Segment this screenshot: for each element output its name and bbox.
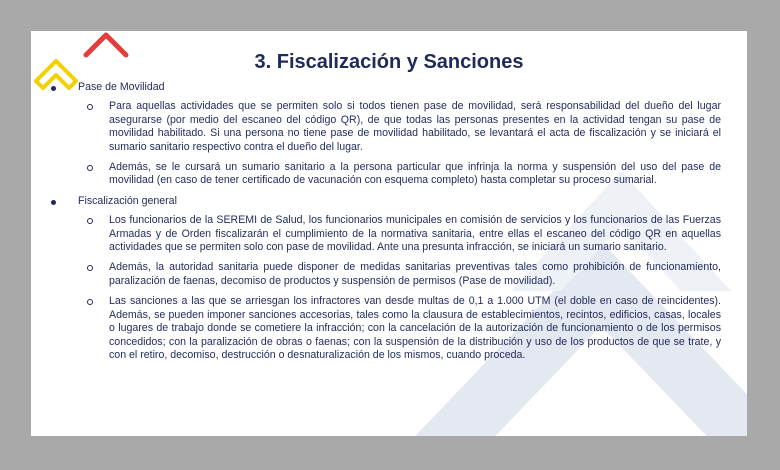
- list-item-text: Además, se le cursará un sumario sanitario a la persona particular que infrinja la norma y suspensión del uso del pase de movilidad (en caso de tener certificado de vacunación con esquema completo) hasta completar su proceso sumarial.: [109, 161, 721, 187]
- section-heading: [31, 81, 747, 94]
- list-item: [31, 100, 747, 154]
- slide: [31, 31, 747, 436]
- list-item-text: Además, la autoridad sanitaria puede disponer de medidas sanitarias preventivas tales como prohibición de funcionamiento, paralización de faenas, decomiso de productos y suspensión de permisos (Pase de movilidad).: [109, 261, 721, 287]
- list-item: [31, 214, 747, 254]
- list-item-text: Las sanciones a las que se arriesgan los infractores van desde multas de 0,1 a 1.000 UTM (el doble en caso de reincidentes). Además, se pueden imponer sanciones accesorias, tales como la clausura de establecimientos, recintos, edificios, casas, locales o lugares de trabajo donde se cometiere la infracción; con la cancelación de la autorización de funcionamiento o de los permisos concedidos; con la paralización de obras o faenas; con la suspensión de la distribución y uso de los productos de que se trate, y con el retiro, decomiso, destrucción o desnaturalización de los mismos, cuando proceda.: [109, 295, 721, 361]
- section-heading-label: Pase de Movilidad: [78, 81, 165, 93]
- section-heading: [31, 195, 747, 208]
- list-item: [31, 295, 747, 362]
- bullet-icon: [51, 200, 56, 205]
- list-item: [31, 261, 747, 288]
- bullet-icon: [51, 86, 56, 91]
- list-item-text: Los funcionarios de la SEREMI de Salud, los funcionarios municipales en comisión de servicios y los funcionarios de las Fuerzas Armadas y de Orden fiscalizarán el cumplimiento de la normativa sanitaria, entre ellas el escaneo del código QR en aquellas actividades que se permiten solo con pase de movilidad. Ante una presunta infracción, se iniciará un sumario sanitario.: [109, 214, 721, 254]
- circle-bullet-icon: [87, 104, 93, 110]
- list-item: [31, 161, 747, 188]
- circle-bullet-icon: [87, 265, 93, 271]
- circle-bullet-icon: [87, 299, 93, 305]
- content: [31, 81, 747, 369]
- circle-bullet-icon: [87, 165, 93, 171]
- circle-bullet-icon: [87, 218, 93, 224]
- page-title: 3. Fiscalización y Sanciones: [254, 51, 524, 73]
- section-heading-label: Fiscalización general: [78, 194, 177, 207]
- list-item-text: Para aquellas actividades que se permiten solo si todos tienen pase de movilidad, será responsabilidad del dueño del lugar asegurarse (por medio del escaneo del código QR), de que todas las personas presentes en la actividad tengan su pase de movilidad habilitado. Si una persona no tiene pase de movilidad habilitado, se levantará el acta de fiscalización y se iniciará el sumario sanitario respectivo contra el dueño del lugar.: [109, 100, 721, 153]
